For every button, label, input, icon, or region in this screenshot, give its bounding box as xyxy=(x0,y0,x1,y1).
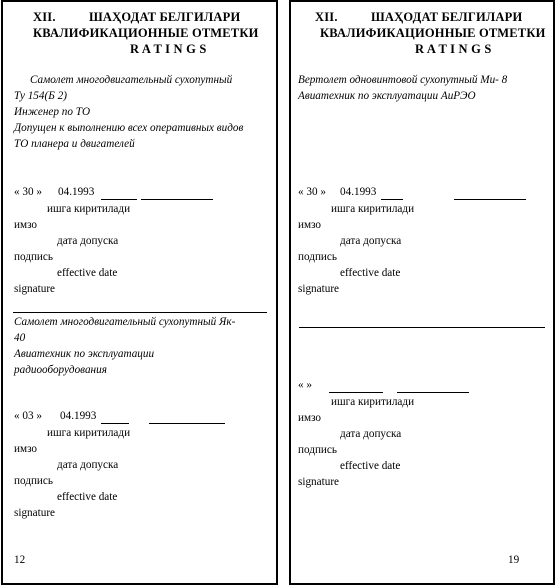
left-page xyxy=(1,0,278,585)
signature-line xyxy=(454,199,526,200)
entry-qualification: Инженер по ТО xyxy=(14,106,91,118)
date-underline xyxy=(381,199,403,200)
entry-aircraft-type-cont: 40 xyxy=(14,332,26,344)
signature-line xyxy=(397,392,469,393)
label-imzo: имзо xyxy=(14,443,38,455)
label-uz: ишга киритилади xyxy=(331,203,415,215)
entry-separator xyxy=(299,327,545,328)
date-underline xyxy=(101,199,137,200)
label-en-sign: signature xyxy=(298,283,340,295)
date-day: « 30 » xyxy=(298,186,326,198)
entry-permission: Допущен к выполнению всех оперативных видов xyxy=(14,122,244,134)
label-en-sign: signature xyxy=(14,283,56,295)
label-ru-date: дата допуска xyxy=(57,235,119,247)
header-en: R A T I N G S xyxy=(415,42,492,56)
header-ru: КВАЛИФИКАЦИОННЫЕ ОТМЕТКИ xyxy=(320,26,546,40)
label-en-date: effective date xyxy=(57,267,118,279)
section-number: XII. xyxy=(315,10,338,24)
entry-separator xyxy=(13,312,267,313)
right-page xyxy=(289,0,555,585)
label-uz: ишга киритилади xyxy=(47,427,131,439)
entry-permission-cont: ТО планера и двигателей xyxy=(14,138,135,150)
label-ru-sign: подпись xyxy=(298,444,337,456)
page-number: 12 xyxy=(14,554,26,566)
header-en: R A T I N G S xyxy=(130,42,207,56)
date-value: 04.1993 xyxy=(60,410,97,422)
label-ru-sign: подпись xyxy=(14,251,53,263)
date-day: « 30 » xyxy=(14,186,42,198)
entry-aircraft-type: Вертолет одновинтовой сухопутный Ми- 8 xyxy=(298,74,508,86)
label-imzo: имзо xyxy=(298,219,322,231)
entry-qualification: Авиатехник по эксплуатации xyxy=(14,348,155,360)
label-uz: ишга киритилади xyxy=(331,396,415,408)
section-number: XII. xyxy=(33,10,56,24)
date-underline xyxy=(101,423,129,424)
header-uz: ШАҲОДАТ БЕЛГИЛАРИ xyxy=(371,10,523,24)
label-uz: ишга киритилади xyxy=(47,203,131,215)
label-imzo: имзо xyxy=(14,219,38,231)
entry-aircraft-type: Самолет многодвигательный сухопутный Як- xyxy=(14,316,236,328)
date-underline xyxy=(329,392,383,393)
signature-line xyxy=(149,423,225,424)
header-uz: ШАҲОДАТ БЕЛГИЛАРИ xyxy=(89,10,241,24)
label-ru-date: дата допуска xyxy=(57,459,119,471)
label-ru-sign: подпись xyxy=(298,251,337,263)
date-day: « 03 » xyxy=(14,410,42,422)
date-day: « » xyxy=(298,379,312,391)
header-ru: КВАЛИФИКАЦИОННЫЕ ОТМЕТКИ xyxy=(33,26,259,40)
label-en-date: effective date xyxy=(57,491,118,503)
label-ru-date: дата допуска xyxy=(340,428,402,440)
label-en-date: effective date xyxy=(340,460,401,472)
label-ru-date: дата допуска xyxy=(340,235,402,247)
label-ru-sign: подпись xyxy=(14,475,53,487)
label-imzo: имзо xyxy=(298,412,322,424)
entry-qualification-cont: радиооборудования xyxy=(14,364,107,376)
label-en-sign: signature xyxy=(298,476,340,488)
page-number: 19 xyxy=(508,554,520,566)
signature-line xyxy=(141,199,213,200)
date-value: 04.1993 xyxy=(340,186,377,198)
date-value: 04.1993 xyxy=(58,186,95,198)
entry-qualification: Авиатехник по эксплуатации АиРЭО xyxy=(298,90,476,102)
entry-aircraft-model: Ту 154(Б 2) xyxy=(14,90,67,102)
entry-aircraft-type: Самолет многодвигательный сухопутный xyxy=(30,74,233,86)
label-en-date: effective date xyxy=(340,267,401,279)
label-en-sign: signature xyxy=(14,507,56,519)
